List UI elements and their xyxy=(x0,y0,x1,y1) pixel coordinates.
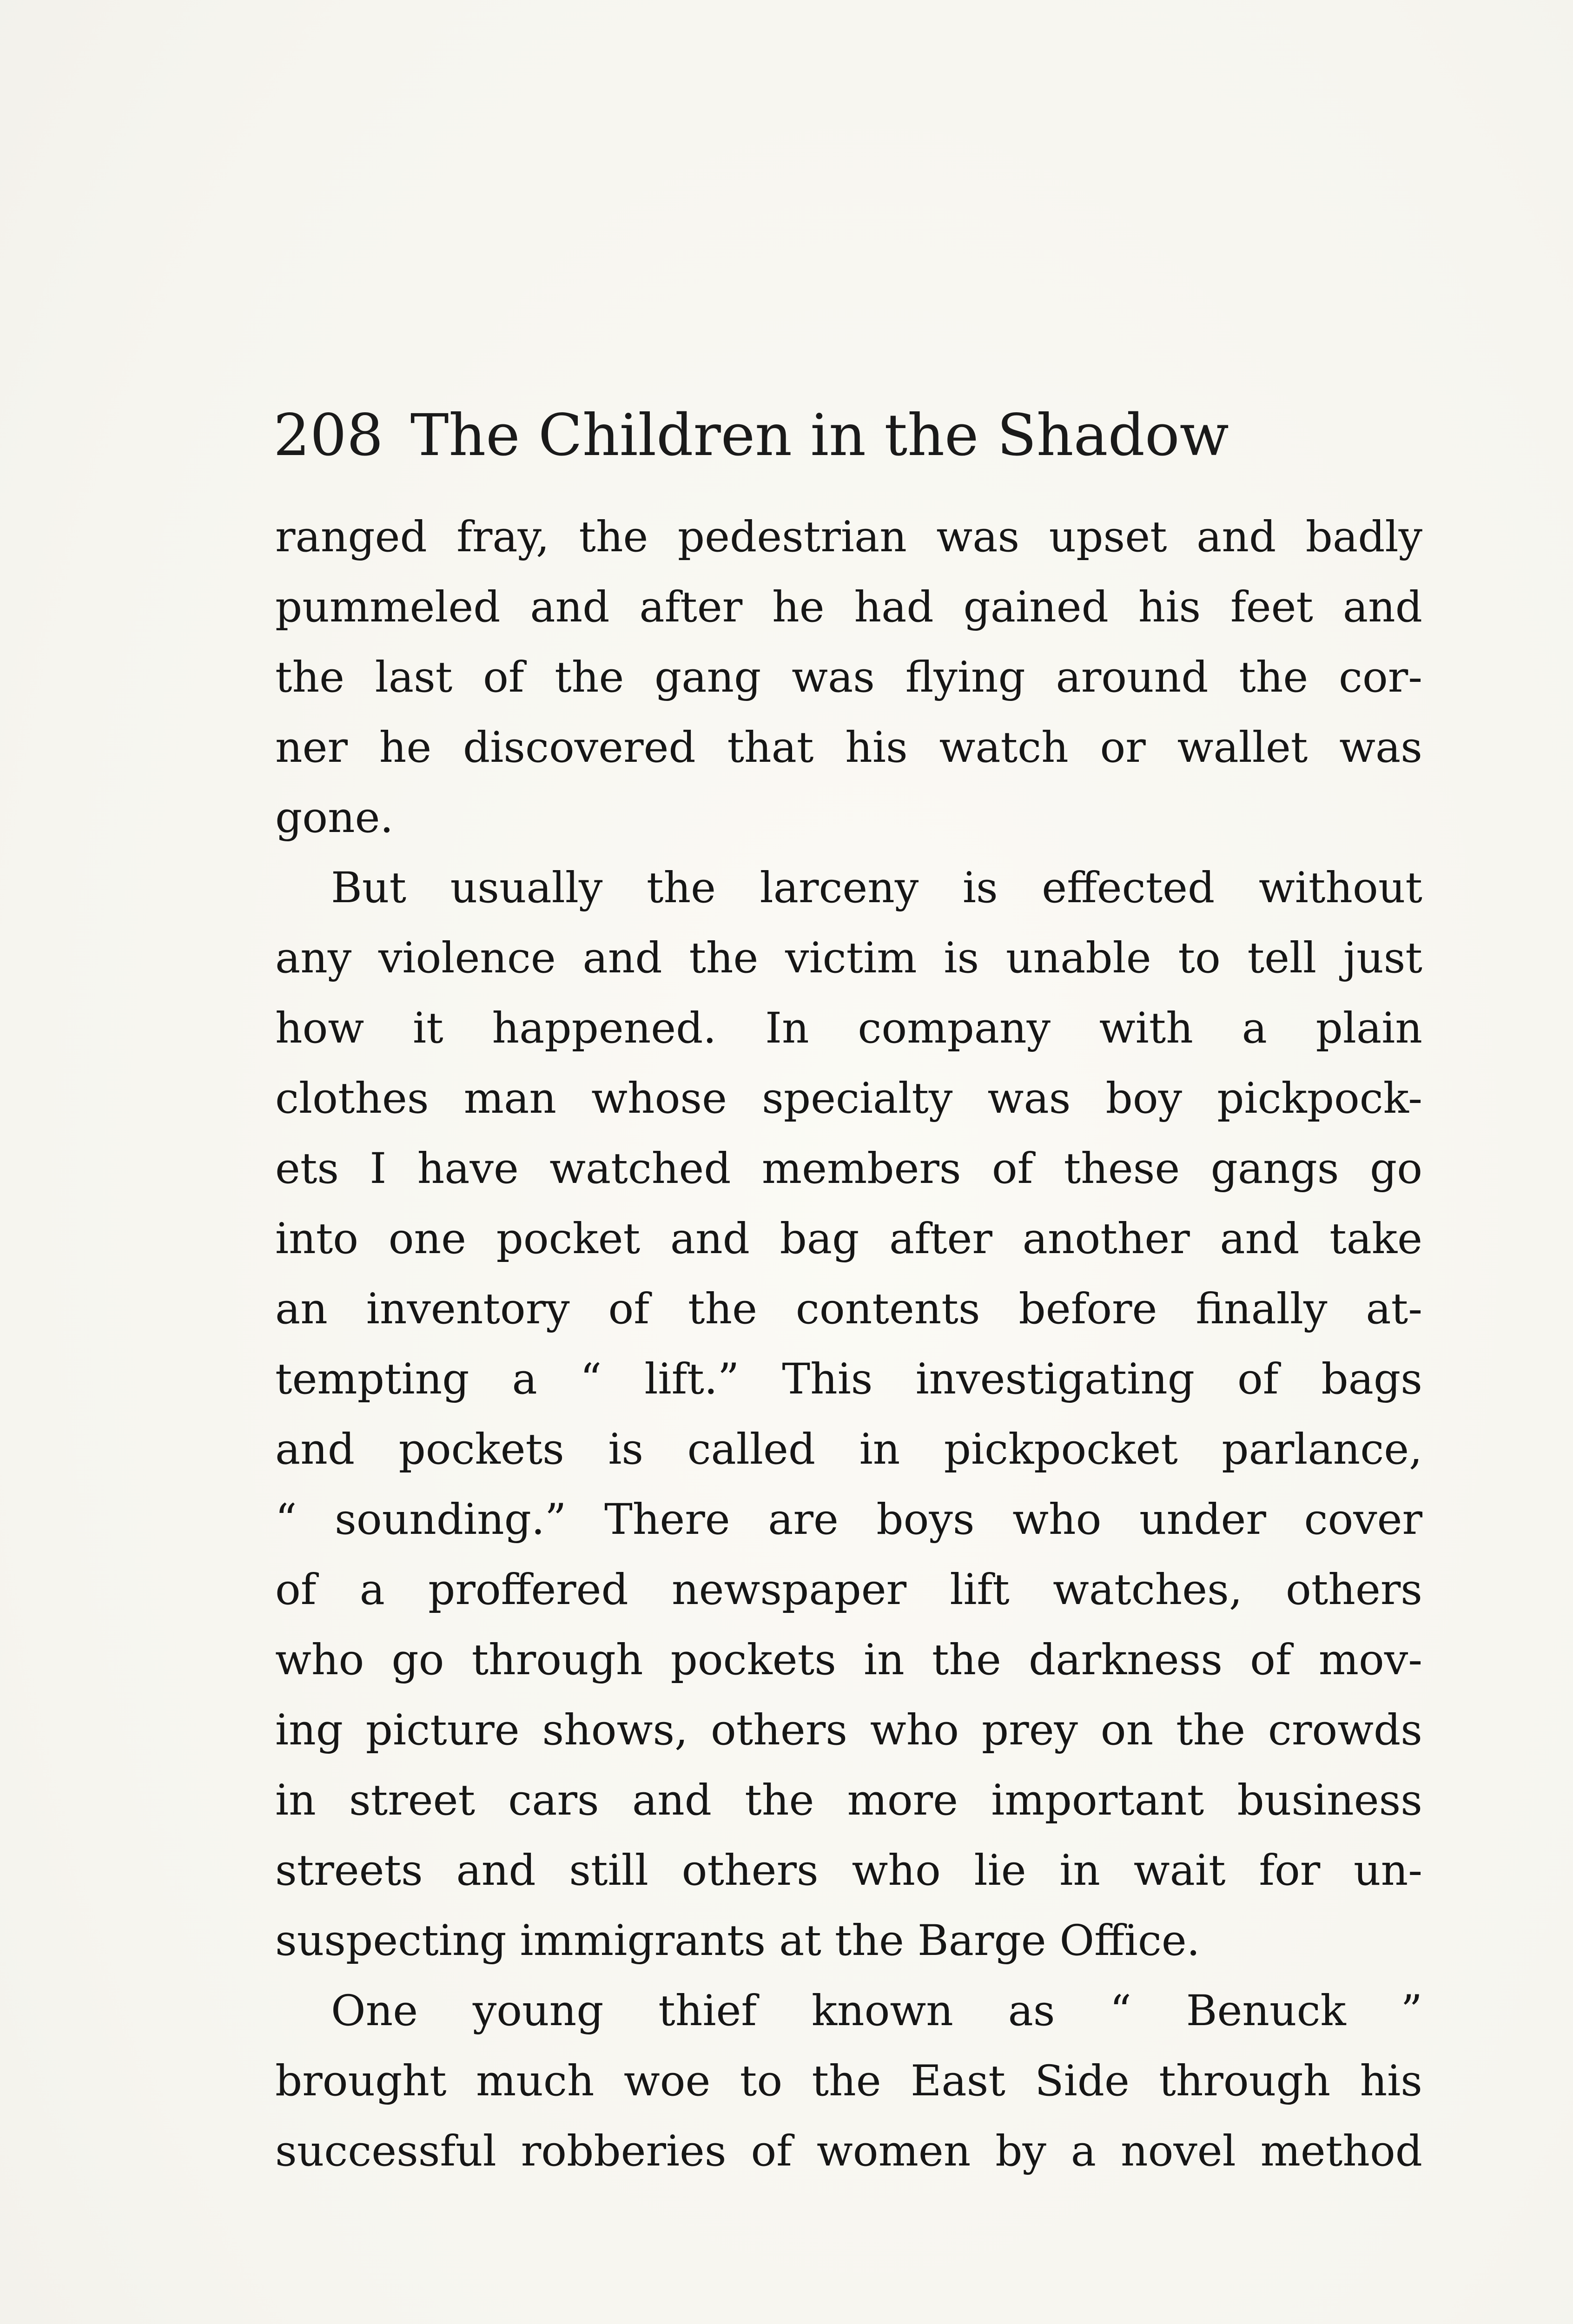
text-line: the last of the gang was flying around the cor- xyxy=(275,653,1422,702)
text-line: how it happened. In company with a plain xyxy=(275,1004,1422,1053)
text-line: pummeled and after he had gained his feet and xyxy=(275,583,1422,632)
text-line: But usually the larceny is effected without xyxy=(331,864,1422,912)
text-line: ranged fray, the pedestrian was upset and badly xyxy=(275,513,1422,561)
text-line: in street cars and the more important business xyxy=(275,1776,1422,1825)
text-line: suspecting immigrants at the Barge Office. xyxy=(275,1916,1200,1965)
text-line: ing picture shows, others who prey on the crowds xyxy=(275,1706,1422,1755)
text-line: “ sounding.” There are boys who under cover xyxy=(275,1495,1422,1544)
page-header xyxy=(273,401,1277,470)
text-line: and pockets is called in pickpocket parlance, xyxy=(275,1425,1422,1474)
text-line: One young thief known as “ Benuck ” xyxy=(331,1987,1422,2035)
text-line: into one pocket and bag after another and take xyxy=(275,1215,1422,1263)
text-line: clothes man whose specialty was boy pickpock- xyxy=(275,1074,1422,1123)
text-line: ets I have watched members of these gangs go xyxy=(275,1144,1422,1193)
text-line: any violence and the victim is unable to tell just xyxy=(275,934,1422,983)
page-number: 208 xyxy=(273,402,383,469)
text-line: who go through pockets in the darkness of mov- xyxy=(275,1636,1422,1684)
body-text xyxy=(275,502,1422,2186)
text-line: of a proffered newspaper lift watches, others xyxy=(275,1565,1422,1614)
text-line: an inventory of the contents before finally at- xyxy=(275,1285,1422,1334)
running-title: The Children in the Shadow xyxy=(410,402,1229,469)
text-line: brought much woe to the East Side through his xyxy=(275,2057,1422,2106)
text-line: successful robberies of women by a novel method xyxy=(275,2127,1422,2176)
text-line: ner he discovered that his watch or wallet was xyxy=(275,723,1422,772)
text-line: tempting a “ lift.” This investigating of bags xyxy=(275,1355,1422,1404)
text-line: streets and still others who lie in wait for un- xyxy=(275,1846,1422,1895)
text-line: gone. xyxy=(275,793,394,842)
